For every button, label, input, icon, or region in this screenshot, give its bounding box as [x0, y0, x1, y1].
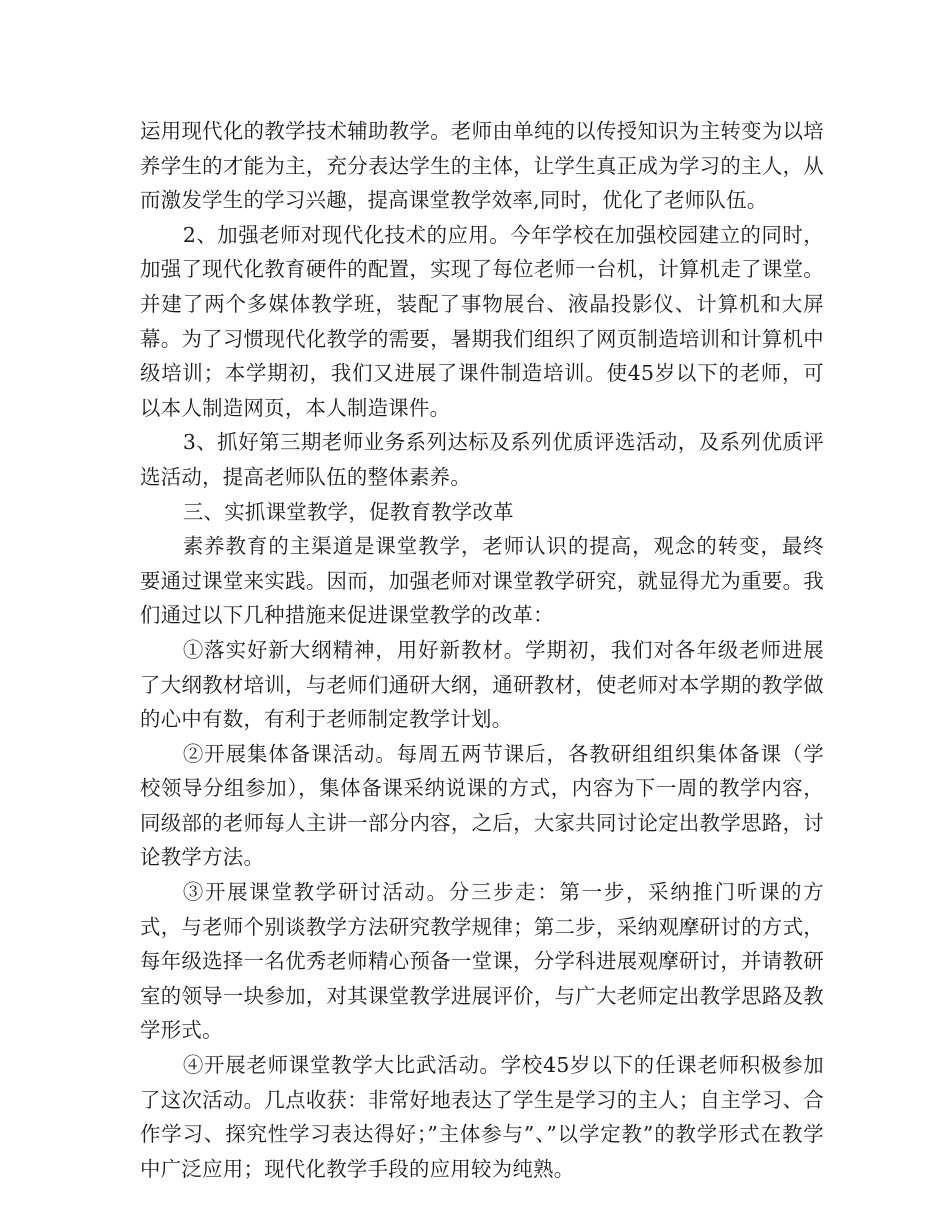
- section-heading-classroom-teaching: 三、实抓课堂教学，促教育教学改革: [182, 499, 514, 524]
- paragraph-item-3-teaching-research: ③开展课堂教学研讨活动。分三步走：第一步，采纳推门听课的方式，与老师个别谈教学方法研究教学规律；第二步，采纳观摩研讨的方式，每年级选择一名优秀老师精心预备一堂课，分学科进展观摩研讨，并请教研室的领导一块参加，对其课堂教学进展评价，与广大老师定出教学思路及教学形式。: [140, 880, 824, 1043]
- paragraph-teacher-evaluation: 3、抓好第三期老师业务系列达标及系列优质评选活动，及系列优质评选活动，提高老师队伍的整体素养。: [140, 430, 824, 489]
- paragraph-item-1-new-syllabus: ①落实好新大纲精神，用好新教材。学期初，我们对各年级老师进展了大纲教材培训，与老师们通研大纲，通研教材，使老师对本学期的教学做的心中有数，有利于老师制定教学计划。: [140, 637, 824, 732]
- paragraph-item-2-group-lesson-prep: ②开展集体备课活动。每周五两节课后，各教研组组织集体备课（学校领导分组参加），集体备课采纳说课的方式，内容为下一周的教学内容，同级部的老师每人主讲一部分内容，之后，大家共同讨论定出教学思路，讨论教学方法。: [140, 741, 824, 870]
- document-body: [140, 114, 824, 1186]
- paragraph-modern-technology: 2、加强老师对现代化技术的应用。今年学校在加强校园建立的同时，加强了现代化教育硬件的配置，实现了每位老师一台机，计算机走了课堂。并建了两个多媒体教学班，装配了事物展台、液晶投影仪、计算机和大屏幕。为了习惯现代化教学的需要，暑期我们组织了网页制造培训和计算机中级培训；本学期初，我们又进展了课件制造培训。使45岁以下的老师，可以本人制造网页，本人制造课件。: [140, 222, 824, 420]
- paragraph-quality-education: 素养教育的主渠道是课堂教学，老师认识的提高，观念的转变，最终要通过课堂来实践。因而，加强老师对课堂教学研究，就显得尤为重要。我们通过以下几种措施来促进课堂教学的改革：: [140, 534, 824, 628]
- paragraph-item-4-teaching-competition: ④开展老师课堂教学大比武活动。学校45岁以下的任课老师积极参加了这次活动。几点收获：非常好地表达了学生是学习的主人；自主学习、合作学习、探究性学习表达得好；”主体参与”、”以学定教”的教学形式在教学中广泛应用；现代化教学手段的应用较为纯熟。: [140, 1053, 824, 1181]
- paragraph-continuation: 运用现代化的教学技术辅助教学。老师由单纯的以传授知识为主转变为以培养学生的才能为主，充分表达学生的主体，让学生真正成为学习的主人，从而激发学生的学习兴趣，提高课堂教学效率,同时，优化了老师队伍。: [140, 119, 824, 213]
